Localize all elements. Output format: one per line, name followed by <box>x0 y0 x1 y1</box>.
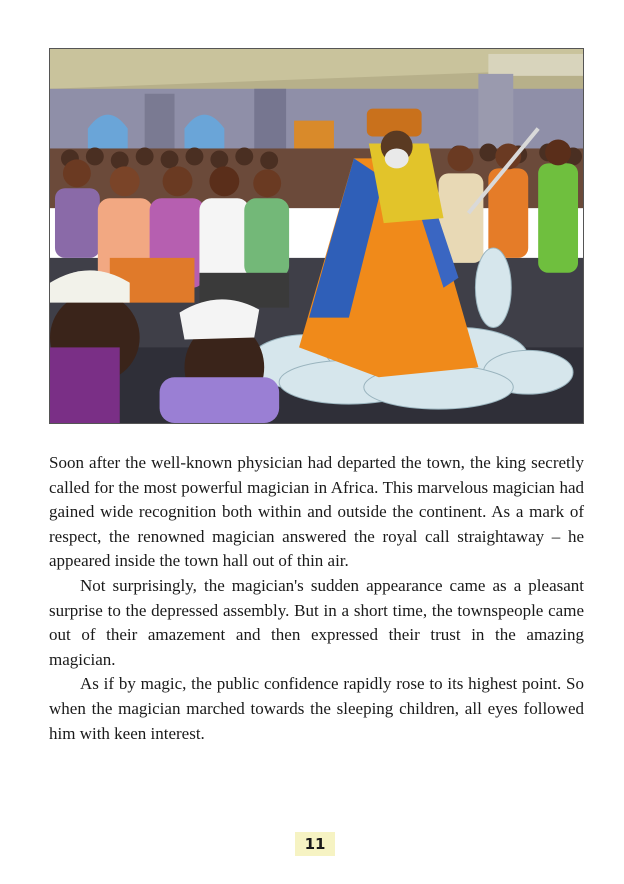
story-text <box>49 451 584 746</box>
paragraph-1: Soon after the well-known physician had departed the town, the king secretly called for the most powerful magician in Africa. This marvelous magician had gained wide recognition both within and outside the continent. As a mark of respect, the renowned magician answered the royal call straightaway – he appeared inside the town hall out of thin air. <box>49 453 584 571</box>
paragraph-3: As if by magic, the public confidence rapidly rose to its highest point. So when the magician marched towards the sleeping children, all eyes followed him with keen interest. <box>49 674 584 743</box>
story-illustration <box>49 48 584 424</box>
paragraph-2: Not surprisingly, the magician's sudden appearance came as a pleasant surprise to the depressed assembly. But in a short time, the townspeople came out of their amazement and then expressed their trust in the amazing magician. <box>49 575 584 669</box>
page-number: 11 <box>295 832 335 856</box>
